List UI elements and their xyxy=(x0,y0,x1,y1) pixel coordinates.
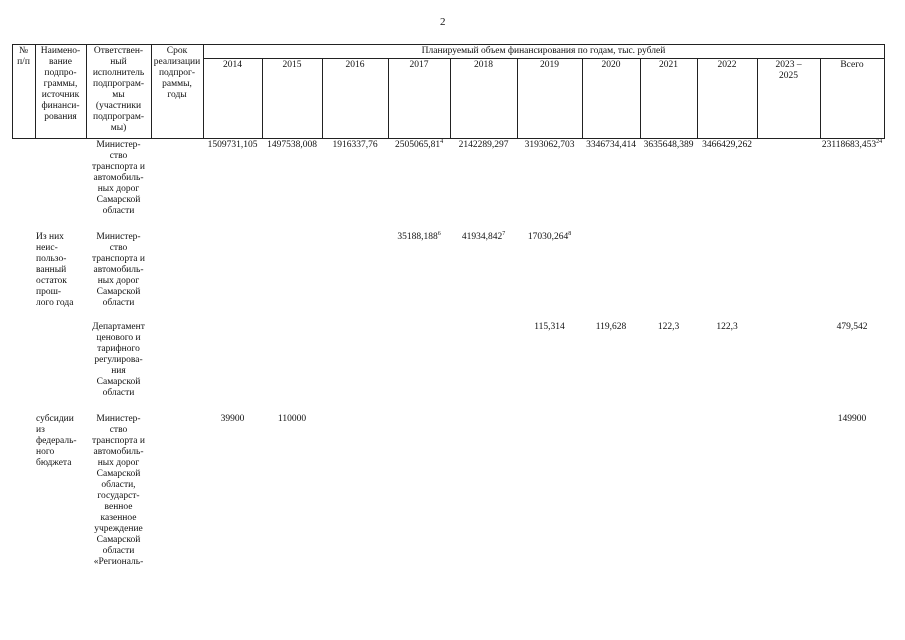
value-2014 xyxy=(203,140,262,151)
value-2017 xyxy=(388,232,450,243)
header-col-term: Срок реализации подпрог- раммы, годы xyxy=(153,46,201,100)
row-source-name: субсидии из федераль- ного бюджета xyxy=(36,414,77,468)
value-text: 122,3 xyxy=(657,322,680,332)
value-2021 xyxy=(640,140,697,151)
value-2015 xyxy=(262,414,322,425)
header-year-2014: 2014 xyxy=(223,60,242,70)
header-year-2021: 2021 xyxy=(659,60,678,70)
header-year-2015: 2015 xyxy=(282,60,302,70)
value-text: 35188,188 xyxy=(397,232,438,242)
value-2016 xyxy=(322,140,388,151)
value-2019 xyxy=(517,322,582,333)
table-top-border xyxy=(12,44,884,45)
row-responsible: Министер- ство транспорта и автомобиль- ных дорог Самарской области xyxy=(92,232,145,308)
header-year-2017: 2017 xyxy=(409,60,429,70)
value-total xyxy=(820,140,884,151)
value-2017 xyxy=(388,140,450,151)
header-year-2022: 2022 xyxy=(717,60,737,70)
value-text: 479,542 xyxy=(836,322,868,332)
value-text: 1497538,008 xyxy=(267,140,317,150)
value-2020 xyxy=(582,140,640,151)
value-2018 xyxy=(450,232,517,243)
page-number: 2 xyxy=(440,16,446,28)
value-text: 122,3 xyxy=(716,322,738,332)
header-total: Всего xyxy=(840,60,864,70)
value-text: 3466429,262 xyxy=(702,140,752,150)
row-source-name: Из них неис- пользо- ванный остаток прош- лого года xyxy=(36,232,74,308)
value-text: 3193062,703 xyxy=(524,140,575,150)
value-2019 xyxy=(517,140,582,151)
footnote-marker: 8 xyxy=(568,230,572,237)
value-text: 39900 xyxy=(220,414,245,424)
header-year-2023-2025: 2023 – 2025 xyxy=(775,60,802,81)
footnote-marker: 6 xyxy=(437,230,441,237)
value-text: 23118683,453 xyxy=(821,140,877,150)
header-year-2016: 2016 xyxy=(345,60,365,70)
value-total xyxy=(820,414,884,425)
value-text: 149900 xyxy=(837,414,867,424)
header-year-2019: 2019 xyxy=(540,60,559,70)
value-text: 2142289,297 xyxy=(458,140,509,150)
year-header-divider xyxy=(203,58,884,59)
value-text: 3346734,414 xyxy=(586,140,636,150)
row-responsible: Департамент ценового и тарифного регулирова- ния Самарской области xyxy=(92,322,145,398)
value-text: 1509731,105 xyxy=(207,140,258,150)
value-text: 110000 xyxy=(277,414,307,424)
value-total xyxy=(820,322,884,333)
col-border-15 xyxy=(884,44,885,139)
header-col-responsible: Ответствен- ный исполнитель подпрограм- мы (участники подпрограм- мы) xyxy=(92,46,145,133)
footnote-marker: 4 xyxy=(440,138,444,145)
header-col-name: Наимено- вание подпро- граммы, источник финанси- рования xyxy=(40,46,81,122)
row-responsible: Министер- ство транспорта и автомобиль- ных дорог Самарской области xyxy=(92,140,145,216)
value-2020 xyxy=(582,322,640,333)
header-bottom-border xyxy=(12,138,884,139)
row-responsible: Министер- ство транспорта и автомобиль- ных дорог Самарской области, государст- венное казенное учреждение Самарской области «Региональ- xyxy=(92,414,145,567)
value-text: 1916337,76 xyxy=(332,140,378,150)
value-text: 17030,264 xyxy=(527,232,569,242)
footnote-marker: 24 xyxy=(876,138,883,145)
value-text: 119,628 xyxy=(595,322,627,332)
value-2022 xyxy=(697,140,757,151)
footnote-marker: 7 xyxy=(502,230,506,237)
header-year-2018: 2018 xyxy=(474,60,493,70)
col-border-4 xyxy=(203,44,204,139)
value-text: 115,314 xyxy=(534,322,565,332)
value-2021 xyxy=(640,322,697,333)
value-2018 xyxy=(450,140,517,151)
value-text: 2505065,81 xyxy=(394,140,441,150)
header-group-title: Планируемый объем финансирования по годам, тыс. рублей xyxy=(421,46,666,56)
value-text: 41934,842 xyxy=(461,232,503,242)
header-year-2020: 2020 xyxy=(601,60,621,70)
value-2022 xyxy=(697,322,757,333)
value-text: 3635648,389 xyxy=(643,140,694,150)
value-2015 xyxy=(262,140,322,151)
value-2019 xyxy=(517,232,582,243)
header-col-number: № п/п xyxy=(17,46,30,67)
value-2014 xyxy=(203,414,262,425)
